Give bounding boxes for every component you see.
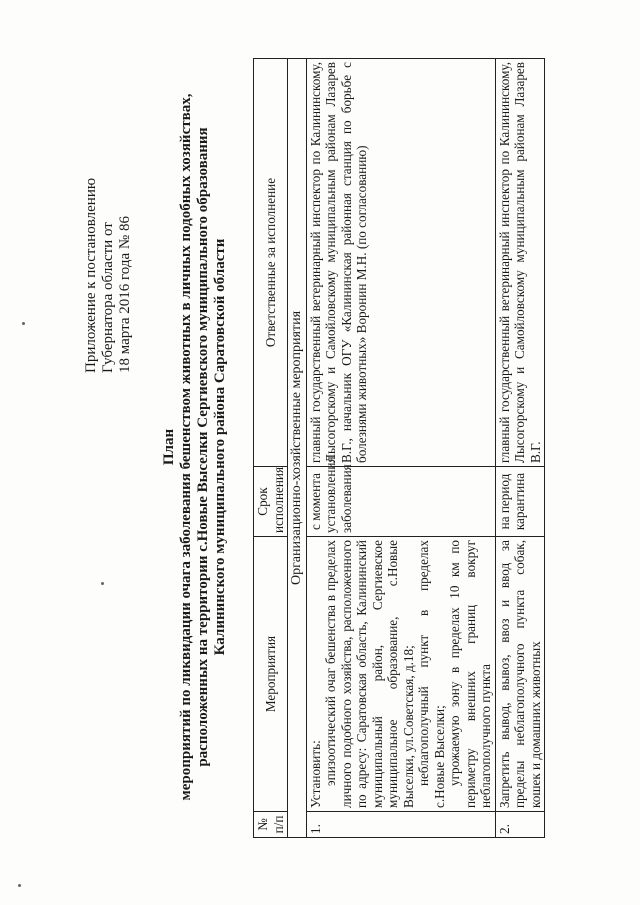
row-number: 2. [495,812,545,838]
row-responsible: главный государственный ветеринарный инспектор по Калининскому, Лысогорскому и Самойловскому муниципальным районам Лазарев В.Г., начальник ОГУ «Калининская районная станция по борьбе с болезнями животных» Воронин М.Н. (по согласованию) [306,59,495,467]
section-title: Организационно-хозяйственные мероприятия [288,59,307,838]
row-number: 1. [306,812,495,838]
activity-paragraph: эпизоотический очаг бешенства в пределах личного подобного хозяйства, расположенного по адресу: Саратовская область, Калининский муниципальный район, Сергиевское муниципальное образование, с.Новые Выселки, ул.Советская, д.18; [323,540,416,808]
table-header-row [254,59,288,838]
rotated-content [83,26,603,868]
approval-line-3: 18 марта 2016 года № 86 [117,216,133,373]
approval-line-1: Приложение к постановлению [83,177,99,373]
table-row [495,59,545,838]
title-line-1: План [161,428,177,466]
document-title [161,26,229,868]
activity-paragraph: угрожаемую зону в пределах 10 км по периметру внешних границ вокруг неблагополучного пункта [447,540,493,808]
approval-line-2: Губернатора области от [100,222,116,373]
header-activity: Мероприятия [254,537,288,812]
activity-intro: Установить: [307,740,323,808]
header-responsible: Ответственные за исполнение [254,59,288,467]
approval-block [83,53,134,373]
header-num: № п/п [254,812,288,838]
row-term: с момента установления заболевания [306,467,495,537]
row-responsible: главный государственный ветеринарный инспектор по Калининскому, Лысогорскому и Самойловскому муниципальным районам Лазарев В.Г. [495,59,545,467]
row-activity [306,537,495,812]
title-line-3: расположенных на территории с.Новые Выселки Сергиевского муниципального образования [195,127,211,767]
activity-paragraph: неблагополучный пункт в пределах с.Новые Выселки; [416,540,447,808]
scan-speck [18,884,21,887]
section-row [288,59,307,838]
title-line-4: Калининского муниципального района Саратовской области [212,238,228,656]
header-term: Срок исполнения [254,467,288,537]
title-line-2: мероприятий по ликвидации очага заболевания бешенством животных в личных подобных хозяйствах, [178,93,194,801]
row-term: на период карантина [495,467,545,537]
plan-table [253,58,545,838]
scan-speck [22,322,25,325]
table-row [306,59,495,838]
row-activity: Запретить вывод, вывоз, ввоз и ввод за пределы неблагополучного пункта собак, кошек и домашних животных [495,537,545,812]
